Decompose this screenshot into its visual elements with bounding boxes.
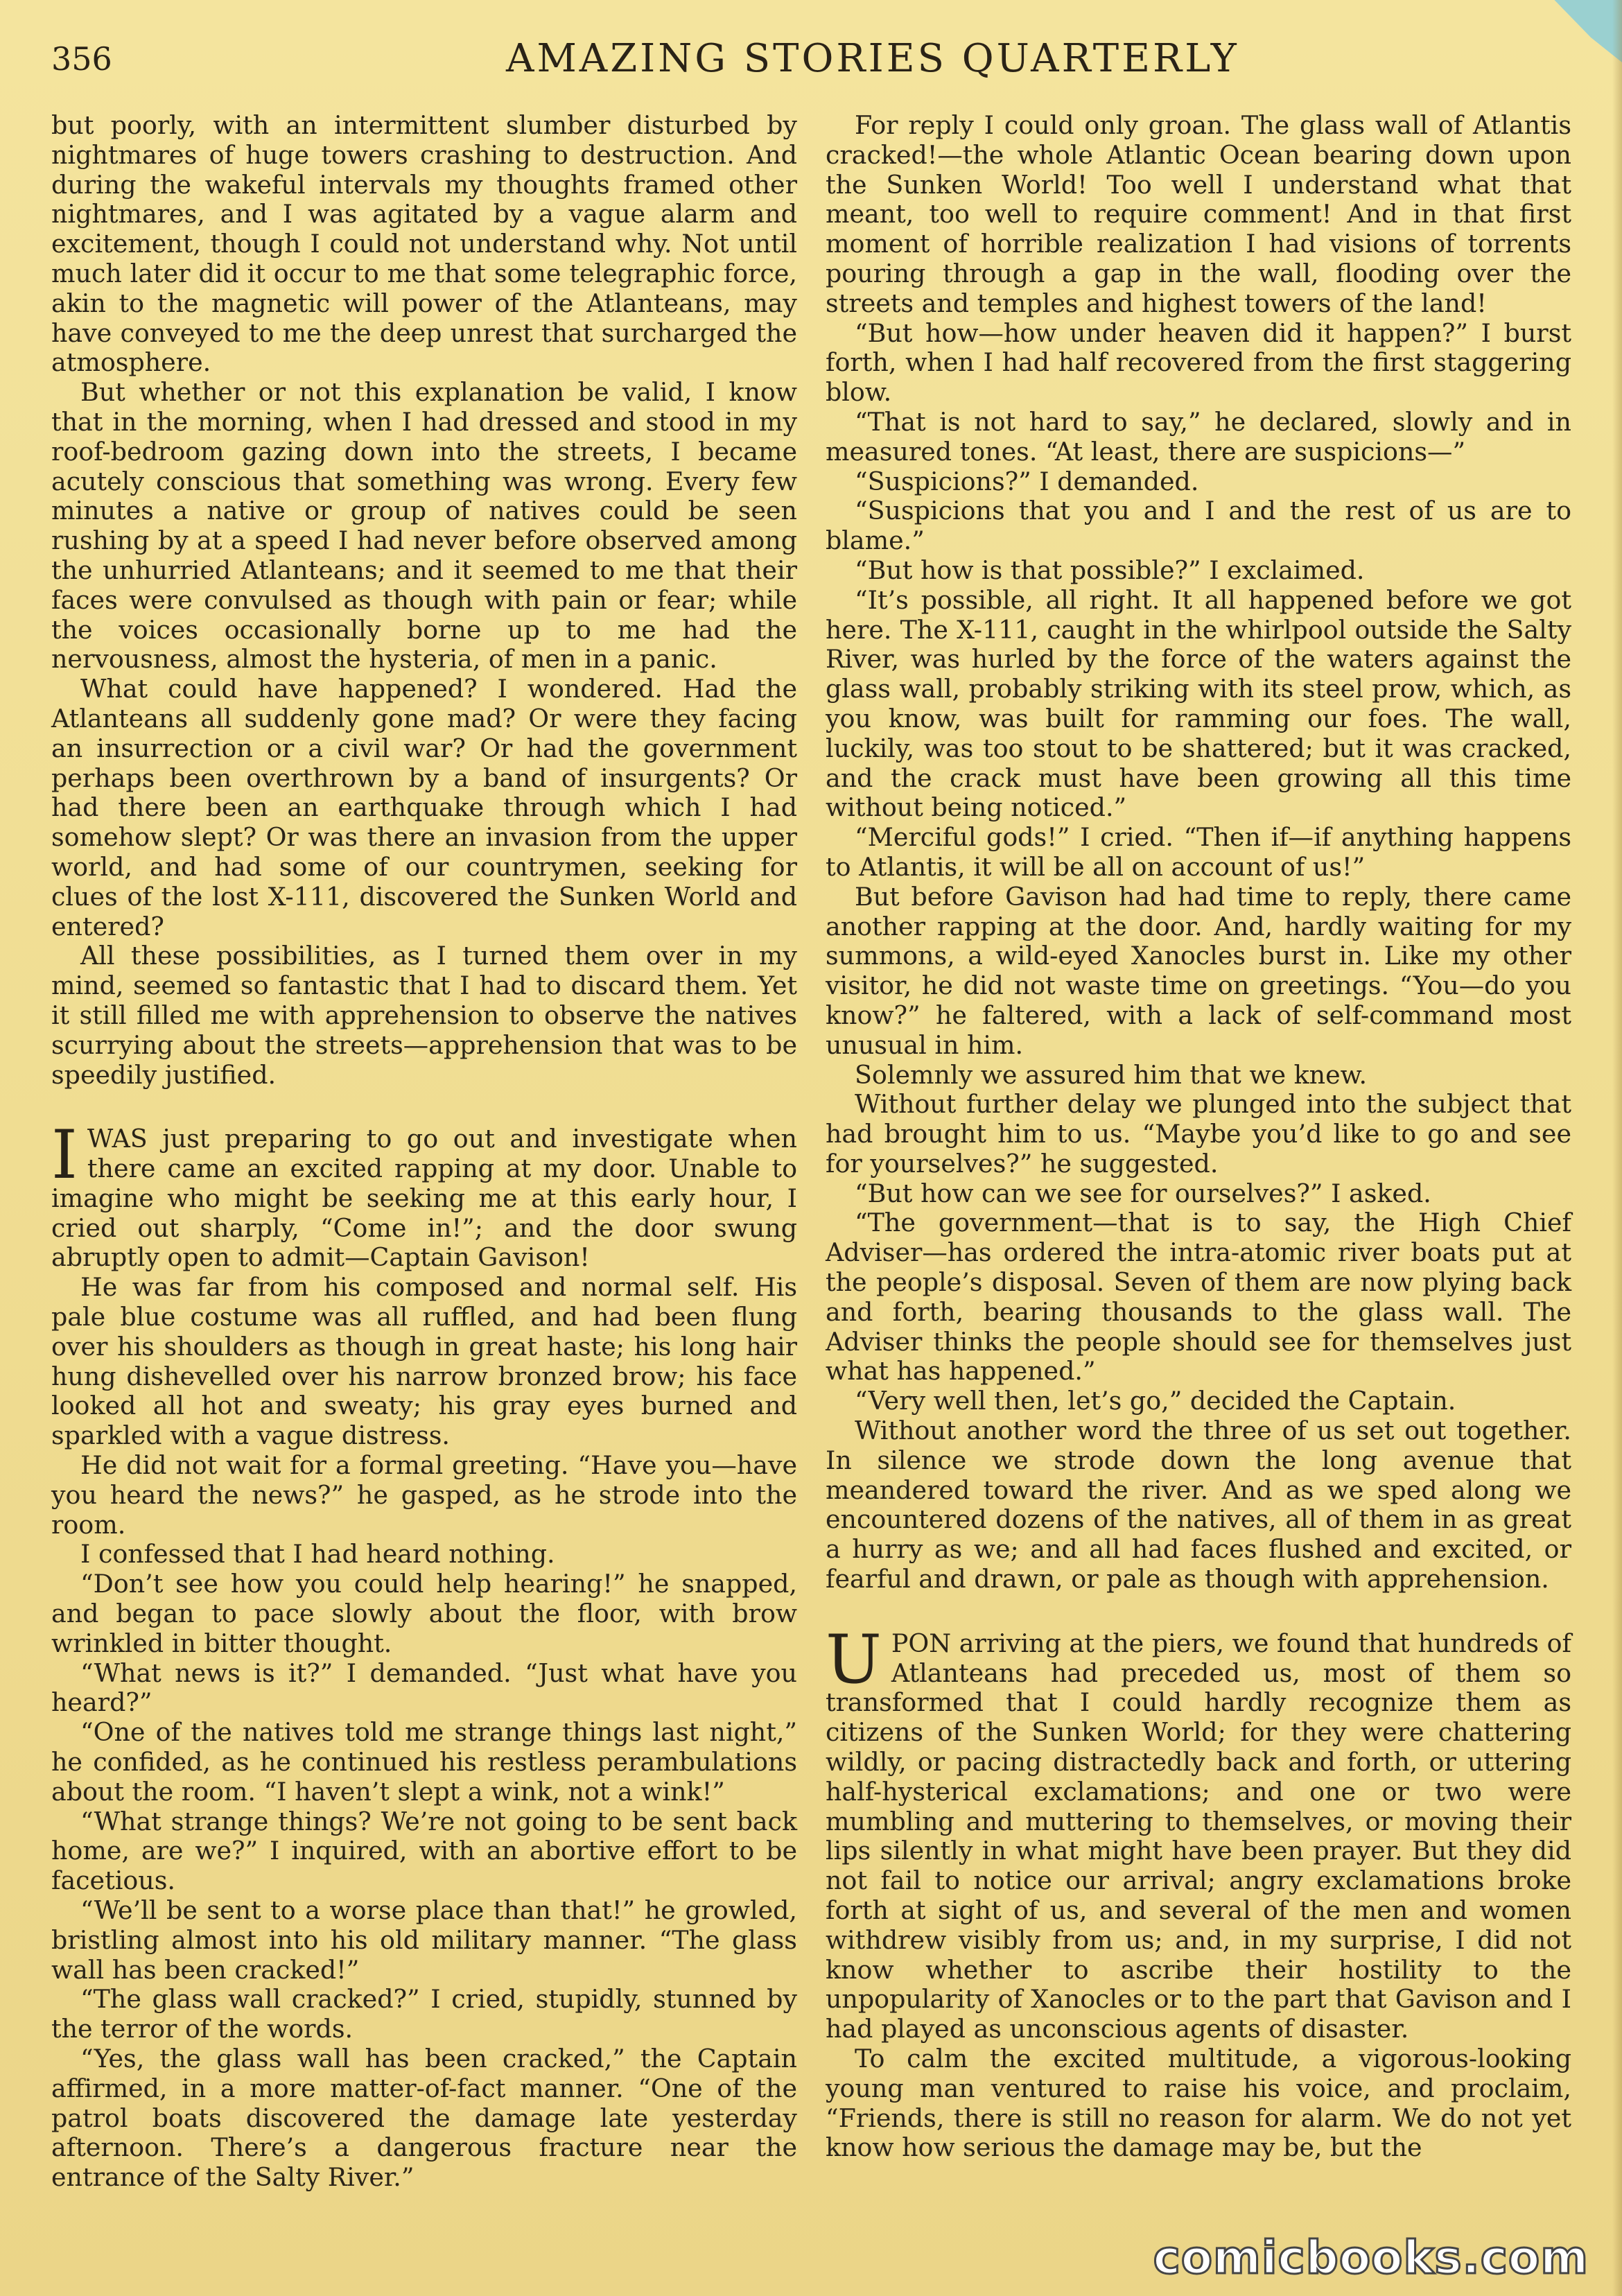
paragraph: Solemnly we assured him that we knew.	[855, 1059, 1368, 1090]
paragraph: “It’s possible, all right. It all happened before we got here. The X-111, caught in the whirlpool outside the Salty River, was hurled by the force of the waters against the glass wall, probably striking with its steel prow, which, as you know, was built for ramming our foes. The wall, luckily, was too stout to be shattered; but it was cracked, and the crack must have been growing all this time without being noticed.”	[826, 584, 1571, 823]
paragraph: Without another word the three of us set out together. In silence we strode down the long avenue that meandered toward the river. And as we sped along we encountered dozens of the natives, all of them in as great a hurry as we; and all had faces flushed and excited, or fearful and drawn, or pale as though with apprehension.	[826, 1416, 1571, 1594]
paragraph: “Suspicions?” I demanded.	[855, 466, 1199, 496]
paragraph: “Merciful gods!” I cried. “Then if—if anything happens to Atlantis, it will be all on account of us!”	[826, 822, 1571, 882]
paragraph: To calm the excited multitude, a vigorous-looking young man ventured to raise his voice, and proclaim, “Friends, there is still no reason for alarm. We do not yet know how serious the damage may be, but the	[826, 2044, 1571, 2163]
paragraph: “The government—that is to say, the High Chief Adviser—has ordered the intra-atomic river boats put at the people’s disposal. Seven of them are now plying back and forth, bearing thousands to the glass wall. The Adviser thinks the people should see for themselves just what has happened.”	[826, 1208, 1571, 1386]
paragraph: “Very well then, let’s go,” decided the Captain.	[855, 1386, 1456, 1416]
paragraph: All these possibilities, as I turned them over in my mind, seemed so fantastic that I had to discard them. Yet it still filled me with apprehension to observe the natives scurrying about the streets—apprehension that was to be speedily justified.	[51, 941, 797, 1090]
paragraph: “Suspicions that you and I and the rest of us are to blame.”	[826, 496, 1571, 556]
paragraph: “Don’t see how you could help hearing!” he snapped, and began to pace slowly about the floor, with brow wrinkled in bitter thought.	[51, 1569, 797, 1658]
drop-cap: U	[826, 1620, 882, 1698]
paragraph: “But how—how under heaven did it happen?” I burst forth, when I had half recovered from the first staggering blow.	[826, 318, 1571, 408]
site-watermark: comicbooks.com	[1153, 2231, 1589, 2284]
paragraph: For reply I could only groan. The glass wall of Atlantis cracked!—the whole Atlantic Ocean bearing down upon the Sunken World! Too well I understand what that meant, too well to require comment! And in that first moment of horrible realization I had visions of torrents pouring through a gap in the wall, flooding over the streets and temples and highest towers of the land!	[826, 110, 1571, 318]
paragraph: I confessed that I had heard nothing.	[80, 1539, 555, 1569]
paragraph: Without further delay we plunged into the subject that had brought him to us. “Maybe you’d like to go and see for yourselves?” he suggested.	[826, 1089, 1571, 1179]
journal-title: AMAZING STORIES QUARTERLY	[506, 36, 1239, 81]
paragraph: “That is not hard to say,” he declared, slowly and in measured tones. “At least, there are suspicions—”	[826, 406, 1571, 467]
paragraph: He was far from his composed and normal self. His pale blue costume was all ruffled, and had been flung over his shoulders as though in great haste; his long hair hung dishevelled over his narrow bronzed brow; his face looked all hot and sweaty; his gray eyes burned and sparkled with a vague distress.	[51, 1272, 797, 1451]
paragraph: but poorly, with an intermittent slumber disturbed by nightmares of huge towers crashing to destruction. And during the wakeful intervals my thoughts framed other nightmares, and I was agitated by a vague alarm and excitement, though I could not understand why. Not until much later did it occur to me that some telegraphic force, akin to the magnetic will power of the Atlanteans, may have conveyed to me the deep unrest that surcharged the atmosphere.	[51, 110, 797, 378]
paragraph: But whether or not this explanation be valid, I know that in the morning, when I had dressed and stood in my roof-bedroom gazing down into the streets, I became acutely conscious that something was wrong. Every few minutes a native or group of natives could be seen rushing by at a speed I had never before observed among the unhurried Atlanteans; and it seemed to me that their faces were convulsed as though with pain or fear; while the voices occasionally borne up to me had the nervousness, almost the hysteria, of men in a panic.	[51, 377, 797, 675]
section-opening	[51, 1116, 797, 1273]
section-opening-text: PON arriving at the piers, we found that hundreds of Atlanteans had preceded us, most of them so transformed that I could hardly recognize them as citizens of the Sunken World; for they were chattering wildly, or pacing distractedly back and forth, or uttering half-hysterical exclamations; and one or two were mumbling and muttering to themselves, or moving their lips silently in what might have been prayer. But they did not fail to notice our arrival; angry exclamations broke forth at sight of us, and several of the men and women withdrew visibly from us; and, in my surprise, I did not know whether to ascribe their hostility to the unpopularity of Xanocles or to the part that Gavison and I had played as unconscious agents of disaster.	[826, 1628, 1571, 2044]
paragraph: “Yes, the glass wall has been cracked,” the Captain affirmed, in a more matter-of-fact manner. “One of the patrol boats discovered the damage late yesterday afternoon. There’s a dangerous fracture near the entrance of the Salty River.”	[51, 2044, 797, 2193]
paragraph: “But how is that possible?” I exclaimed.	[855, 555, 1365, 585]
paragraph: But before Gavison had had time to reply, there came another rapping at the door. And, hardly waiting for my summons, a wild-eyed Xanocles burst in. Like my other visitor, he did not waste time on greetings. “You—do you know?” he faltered, with a lack of self-command most unusual in him.	[826, 881, 1571, 1060]
paragraph: “What news is it?” I demanded. “Just what have you heard?”	[51, 1658, 797, 1718]
paragraph: “What strange things? We’re not going to be sent back home, are we?” I inquired, with an abortive effort to be facetious.	[51, 1806, 797, 1896]
paragraph: “But how can we see for ourselves?” I asked.	[855, 1178, 1431, 1208]
drop-cap: I	[51, 1116, 78, 1194]
right-column	[826, 111, 1571, 2163]
page-edge-shadow	[1612, 0, 1622, 2296]
section-break	[51, 1090, 797, 1124]
section-opening	[826, 1620, 1571, 2044]
section-opening-text: WAS just preparing to go out and investigate when there came an excited rapping at my door. Unable to imagine who might be seeking me at this early hour, I cried out sharply, “Come in!”; and the door swung abruptly open to admit—Captain Gavison!	[51, 1124, 797, 1273]
paragraph: “The glass wall cracked?” I cried, stupidly, stunned by the terror of the words.	[51, 1984, 797, 2044]
page-number: 356	[51, 40, 112, 78]
left-column	[51, 111, 797, 2193]
paragraph: “We’ll be sent to a worse place than that!” he growled, bristling almost into his old military manner. “The glass wall has been cracked!”	[51, 1895, 797, 1985]
paragraph: He did not wait for a formal greeting. “Have you—have you heard the news?” he gasped, as he strode into the room.	[51, 1450, 797, 1540]
running-head	[49, 35, 1573, 83]
paragraph: What could have happened? I wondered. Had the Atlanteans all suddenly gone mad? Or were they facing an insurrection or a civil war? Or had the government perhaps been overthrown by a band of insurgents? Or had there been an earthquake through which I had somehow slept? Or was there an invasion from the upper world, and had some of our countrymen, seeking for clues of the lost X-111, discovered the Sunken World and entered?	[51, 674, 797, 941]
section-break	[826, 1594, 1571, 1629]
paragraph: “One of the natives told me strange things last night,” he confided, as he continued his restless perambulations about the room. “I haven’t slept a wink, not a wink!”	[51, 1717, 797, 1807]
